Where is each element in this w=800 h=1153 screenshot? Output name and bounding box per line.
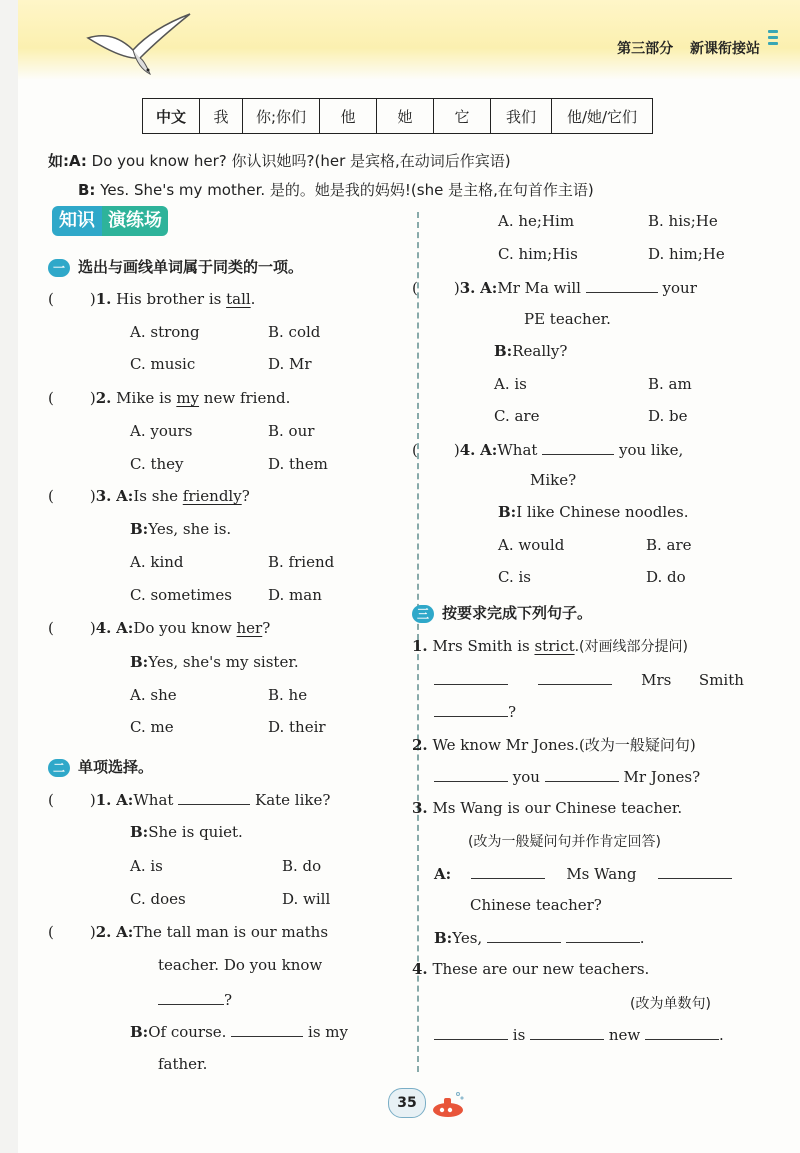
part3-heading <box>412 602 592 623</box>
question-line <box>412 636 688 656</box>
option[interactable]: B. friend <box>268 553 335 571</box>
section-badge <box>52 206 168 236</box>
answer-line <box>434 1025 724 1044</box>
question-number: 2. <box>95 923 112 941</box>
option[interactable]: C. sometimes <box>130 586 232 604</box>
speaker-b: B: <box>78 181 96 199</box>
answer-paren-close: ) <box>89 923 96 941</box>
question-line <box>48 619 270 637</box>
pronoun-cell: 你;你们 <box>243 99 320 134</box>
speaker-b: B: <box>130 653 149 671</box>
option[interactable]: D. Mr <box>268 355 312 373</box>
option[interactable]: A. would <box>498 536 565 554</box>
answer-paren-open: ( <box>48 791 54 809</box>
page-number: 35 <box>388 1088 426 1118</box>
question-text: His brother is <box>116 290 227 308</box>
dialogue-b <box>130 653 299 671</box>
question-text: ? <box>241 487 250 505</box>
dialogue-text: Yes, she's my sister. <box>148 653 299 671</box>
answer-blank[interactable] <box>434 1025 508 1040</box>
example-a-text: Do you know her? 你认识她吗?(her 是宾格,在动词后作宾语) <box>91 152 511 170</box>
question-text: Mike? <box>530 471 577 489</box>
question-text: new friend. <box>199 389 291 407</box>
question-number: 1. <box>95 290 112 308</box>
answer-paren-close: ) <box>89 791 96 809</box>
part1-heading <box>48 256 303 277</box>
answer-punctuation: . <box>719 1026 724 1044</box>
question-line <box>48 290 255 308</box>
question-text: Mrs Smith is <box>432 637 535 655</box>
pronoun-cell: 她 <box>377 99 434 134</box>
option[interactable]: D. will <box>282 890 331 908</box>
question-text: Mike is <box>116 389 177 407</box>
option[interactable]: A. he;Him <box>498 212 575 230</box>
answer-line <box>434 702 516 721</box>
option[interactable]: D. them <box>268 455 328 473</box>
pronoun-cell: 他 <box>320 99 377 134</box>
part-number-icon: 三 <box>412 605 434 623</box>
header-section: 新课衔接站 <box>690 41 760 57</box>
underlined-word: my <box>176 389 200 407</box>
speaker-a: A: <box>434 865 452 883</box>
question-number: 1. <box>95 791 112 809</box>
dialogue-text: father. <box>158 1055 208 1073</box>
answer-word: Smith <box>698 671 744 689</box>
question-instruction: (改为单数句) <box>630 996 711 1012</box>
dialogue-b <box>130 520 231 538</box>
question-number: 2. <box>412 736 428 754</box>
question-number: 2. <box>95 389 112 407</box>
answer-punctuation: ? <box>508 703 517 721</box>
example-line-a <box>48 150 511 171</box>
answer-blank[interactable] <box>231 1022 303 1037</box>
dialogue-text: Yes, she is. <box>148 520 232 538</box>
question-text: ? <box>224 991 233 1009</box>
speaker-a: A: <box>116 487 134 505</box>
option[interactable]: B. his;He <box>648 212 718 230</box>
question-number: 3. <box>459 279 476 297</box>
answer-blank[interactable] <box>658 864 732 879</box>
question-number: 4. <box>459 441 476 459</box>
option[interactable]: C. me <box>130 718 174 736</box>
option[interactable]: C. is <box>498 568 531 586</box>
option[interactable]: D. their <box>268 718 326 736</box>
option[interactable]: A. is <box>130 857 163 875</box>
question-line <box>412 734 696 755</box>
pronoun-cell: 他/她/它们 <box>552 99 653 134</box>
question-text: . <box>250 290 256 308</box>
speaker-b: B: <box>130 520 149 538</box>
seagull-illustration <box>78 8 198 88</box>
answer-word: Yes, <box>452 929 483 947</box>
answer-line <box>434 767 700 786</box>
option[interactable]: B. do <box>282 857 322 875</box>
answer-paren-close: ) <box>453 279 460 297</box>
answer-paren-open: ( <box>48 619 54 637</box>
pronoun-table <box>142 98 653 134</box>
answer-paren-open: ( <box>48 389 54 407</box>
question-line <box>48 923 328 941</box>
dialogue-b <box>494 342 567 360</box>
option[interactable]: C. him;His <box>498 245 578 263</box>
answer-word: Ms <box>566 865 590 883</box>
answer-blank[interactable] <box>158 990 224 1005</box>
question-line <box>158 990 232 1009</box>
speaker-a: A: <box>116 923 134 941</box>
answer-paren-close: ) <box>89 619 96 637</box>
option[interactable]: B. cold <box>268 323 321 341</box>
answer-word: Mr Jones? <box>623 768 701 786</box>
worksheet-page <box>18 0 800 1153</box>
option[interactable]: B. are <box>646 536 692 554</box>
dialogue-text: Really? <box>512 342 568 360</box>
pronoun-cell: 它 <box>434 99 491 134</box>
dialogue-b <box>130 1022 348 1041</box>
answer-paren-close: ) <box>89 290 96 308</box>
question-number: 3. <box>412 799 428 817</box>
question-line <box>412 440 683 459</box>
question-number: 1. <box>412 637 428 655</box>
question-instruction: (改为一般疑问句并作肯定回答) <box>468 834 661 850</box>
question-line <box>412 960 649 978</box>
example-prefix: 如: <box>48 152 69 170</box>
answer-word: is <box>512 1026 526 1044</box>
question-text: What <box>133 791 174 809</box>
option[interactable]: B. he <box>268 686 308 704</box>
submarine-icon <box>428 1090 468 1120</box>
speaker-b: B: <box>130 823 149 841</box>
option[interactable]: C. does <box>130 890 186 908</box>
answer-paren-open: ( <box>412 441 418 459</box>
option[interactable]: D. man <box>268 586 322 604</box>
question-number: 4. <box>412 960 428 978</box>
underlined-word: tall <box>226 290 251 308</box>
dialogue-text: I like Chinese noodles. <box>516 503 689 521</box>
question-text: Ms Wang is our Chinese teacher. <box>432 799 683 817</box>
question-number: 3. <box>95 487 112 505</box>
answer-paren-close: ) <box>89 487 96 505</box>
answer-blank[interactable] <box>487 928 561 943</box>
header-decoration <box>768 30 778 48</box>
underlined-word: her <box>236 619 263 637</box>
answer-line <box>434 864 732 883</box>
option[interactable]: C. they <box>130 455 184 473</box>
speaker-a: A: <box>480 279 498 297</box>
option[interactable]: D. be <box>648 407 688 425</box>
speaker-a: A: <box>116 619 134 637</box>
part-number-icon: 二 <box>48 759 70 777</box>
answer-word: new <box>608 1026 641 1044</box>
question-text: What <box>497 441 538 459</box>
option[interactable]: A. she <box>130 686 177 704</box>
header-title <box>605 38 760 58</box>
answer-paren-open: ( <box>412 279 418 297</box>
answer-blank[interactable] <box>434 767 508 782</box>
pronoun-cell: 我 <box>200 99 243 134</box>
dialogue-b <box>498 503 689 521</box>
question-instruction: .(对画线部分提问) <box>574 639 688 655</box>
answer-blank[interactable] <box>542 440 614 455</box>
section-badge-part2: 演练场 <box>102 206 168 236</box>
answer-paren-close: ) <box>89 389 96 407</box>
answer-paren-open: ( <box>48 290 54 308</box>
question-line <box>412 799 682 817</box>
question-text: These are our new teachers. <box>432 960 650 978</box>
dialogue-text: She is quiet. <box>148 823 243 841</box>
speaker-a: A: <box>69 152 87 170</box>
part2-title: 单项选择。 <box>78 758 154 776</box>
section-badge-part1: 知识 <box>52 206 102 236</box>
option[interactable]: D. do <box>646 568 686 586</box>
example-b-text: Yes. She's my mother. 是的。她是我的妈妈!(she 是主格,在句首作主语) <box>100 181 594 199</box>
answer-blank[interactable] <box>545 767 619 782</box>
question-text: We know Mr Jones.(改为一般疑问句) <box>432 736 696 754</box>
answer-blank[interactable] <box>538 670 612 685</box>
part1-title: 选出与画线单词属于同类的一项。 <box>78 258 304 276</box>
question-text: Do you know <box>133 619 237 637</box>
dialogue-text: is my <box>308 1023 348 1041</box>
speaker-b: B: <box>130 1023 149 1041</box>
dialogue-b <box>130 823 243 841</box>
question-line <box>48 790 330 809</box>
question-line <box>412 278 697 297</box>
answer-line <box>434 670 744 689</box>
question-text: teacher. Do you know <box>158 956 323 974</box>
option[interactable]: A. strong <box>130 323 200 341</box>
question-line <box>48 487 250 505</box>
part-number-icon: 一 <box>48 259 70 277</box>
option[interactable]: B. am <box>648 375 692 393</box>
underlined-word: friendly <box>182 487 242 505</box>
question-text: Is she <box>133 487 183 505</box>
question-text: Kate like? <box>254 791 331 809</box>
question-text: PE teacher. <box>524 310 611 328</box>
dialogue-text: Of course. <box>148 1023 227 1041</box>
part3-title: 按要求完成下列句子。 <box>442 604 593 622</box>
option[interactable]: A. kind <box>130 553 184 571</box>
underlined-word: strict <box>534 637 575 655</box>
answer-blank[interactable] <box>586 278 658 293</box>
part2-heading <box>48 756 153 777</box>
option[interactable]: B. our <box>268 422 315 440</box>
pronoun-cell: 中文 <box>143 99 200 134</box>
question-line <box>48 389 290 407</box>
question-text: ? <box>262 619 271 637</box>
question-text: your <box>662 279 697 297</box>
question-text: Chinese teacher? <box>470 896 602 914</box>
answer-blank[interactable] <box>434 702 508 717</box>
answer-word: Wang <box>594 865 637 883</box>
option[interactable]: D. him;He <box>648 245 725 263</box>
answer-blank[interactable] <box>566 928 640 943</box>
answer-paren-open: ( <box>48 923 54 941</box>
speaker-b: B: <box>494 342 513 360</box>
speaker-b: B: <box>498 503 517 521</box>
answer-blank[interactable] <box>645 1025 719 1040</box>
option[interactable]: C. music <box>130 355 196 373</box>
answer-paren-open: ( <box>48 487 54 505</box>
speaker-b: B: <box>434 929 453 947</box>
answer-word: Mrs <box>641 671 672 689</box>
option[interactable]: A. yours <box>130 422 193 440</box>
speaker-a: A: <box>480 441 498 459</box>
question-number: 4. <box>95 619 112 637</box>
answer-blank[interactable] <box>471 864 545 879</box>
question-text: Mr Ma will <box>497 279 581 297</box>
pronoun-cell: 我们 <box>491 99 552 134</box>
speaker-a: A: <box>116 791 134 809</box>
answer-blank[interactable] <box>434 670 508 685</box>
answer-blank[interactable] <box>530 1025 604 1040</box>
answer-punctuation: . <box>639 929 645 947</box>
answer-blank[interactable] <box>178 790 250 805</box>
header-part: 第三部分 <box>617 41 674 57</box>
option[interactable]: A. is <box>494 375 527 393</box>
answer-paren-close: ) <box>453 441 460 459</box>
question-text: The tall man is our maths <box>133 923 329 941</box>
example-line-b <box>78 179 594 200</box>
answer-line <box>434 928 645 947</box>
option[interactable]: C. are <box>494 407 540 425</box>
question-text: you like, <box>618 441 684 459</box>
answer-word: you <box>512 768 540 786</box>
